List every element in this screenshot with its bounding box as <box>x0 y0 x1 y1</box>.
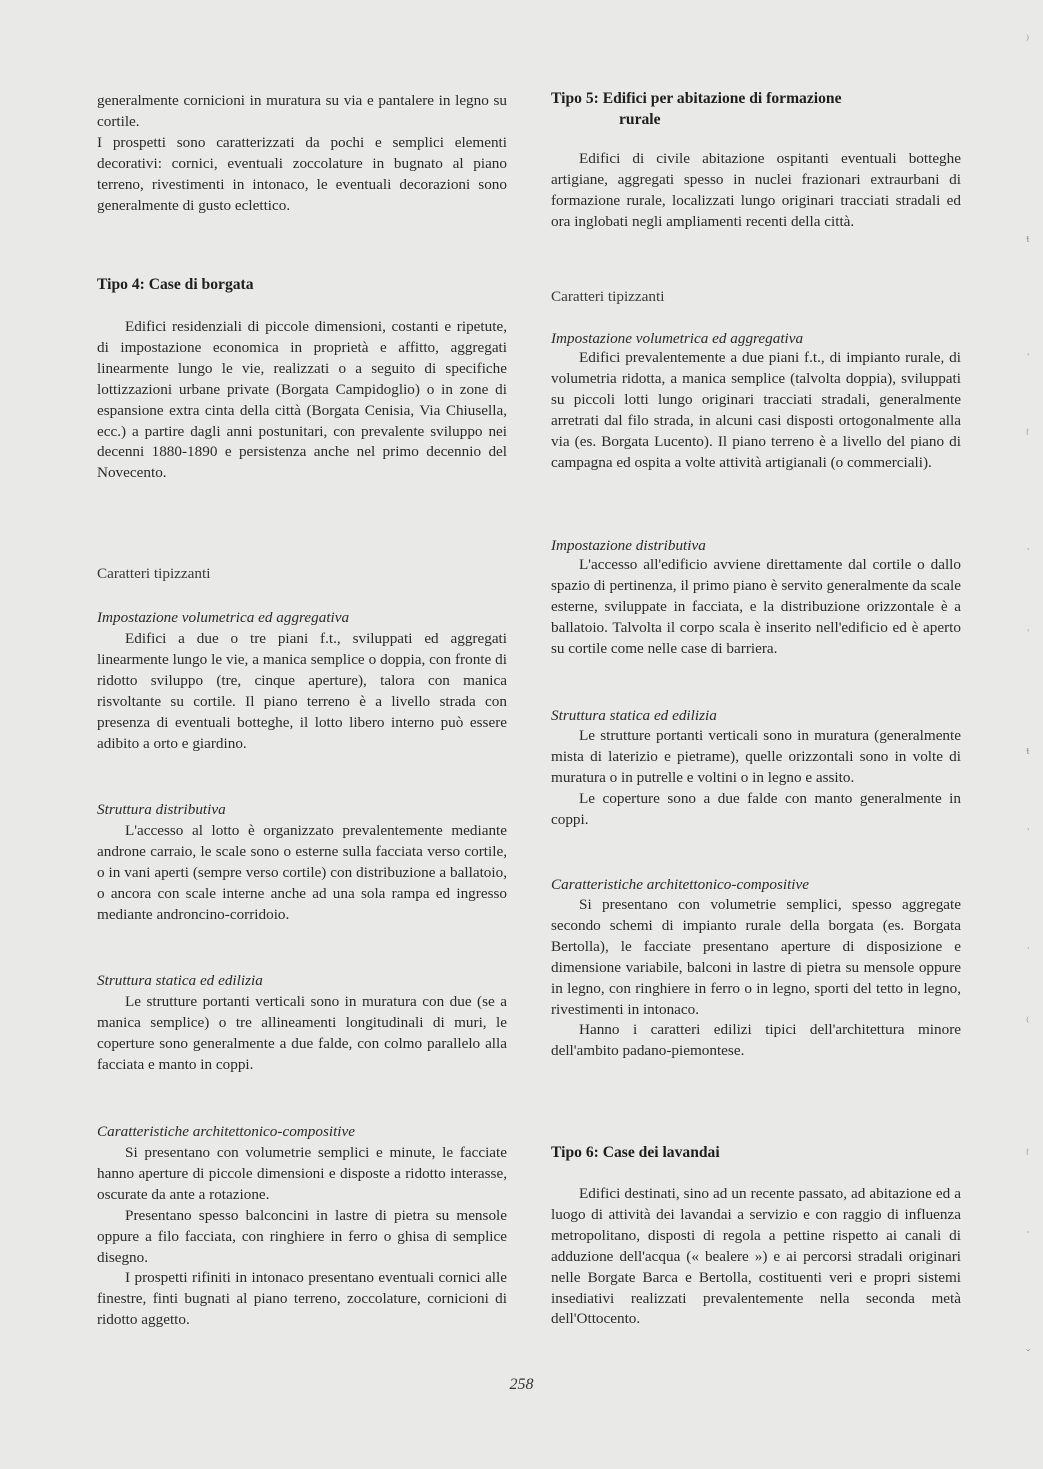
tipo4-statica-block <box>97 992 507 1076</box>
page-number: 258 <box>509 1376 534 1393</box>
tipo5-statica-title: Struttura statica ed edilizia <box>551 707 717 724</box>
scan-mark: ʾ <box>1026 350 1031 365</box>
tipo4-volumetrica-title: Impostazione volumetrica ed aggregativa <box>97 609 350 626</box>
tipo4-distributiva-title: Struttura distributiva <box>97 801 226 818</box>
tipo4-distributiva-block <box>97 821 507 926</box>
tipo5-volumetrica-block <box>551 348 961 473</box>
tipo4-caratteri-label: Caratteri tipizzanti <box>97 565 211 582</box>
tipo5-compositive-title: Caratteristiche architettonico-compositive <box>551 876 809 893</box>
intro-block <box>97 91 507 216</box>
tipo4-statica-title: Struttura statica ed edilizia <box>97 972 263 989</box>
tipo5-statica-paragraph-1: Le strutture portanti verticali sono in muratura (generalmente mista di laterizio e pietrame), quelle orizzontali sono in volte di muratura o in putrelle e voltini o in legno e assito. <box>551 727 961 786</box>
scan-mark: ʾ <box>1026 626 1031 641</box>
scan-mark: ˈ <box>1026 1228 1031 1243</box>
tipo5-statica-block <box>551 726 961 831</box>
tipo5-body-block <box>551 149 961 233</box>
tipo5-distributiva-block <box>551 555 961 660</box>
tipo6-body-block <box>551 1184 961 1330</box>
tipo4-compositive-title: Caratteristiche architettonico-compositive <box>97 1123 355 1140</box>
tipo4-heading: Tipo 4: Case di borgata <box>97 276 254 293</box>
scan-mark: ⁽ <box>1026 1014 1030 1029</box>
scan-mark: ˈ <box>1026 545 1031 560</box>
scan-mark: ᶠ <box>1026 1146 1029 1161</box>
tipo5-compositive-block <box>551 895 961 1062</box>
scan-mark: ʾ <box>1026 825 1031 840</box>
tipo4-volumetrica-block <box>97 629 507 754</box>
tipo5-heading-line-1: Tipo 5: Edifici per abitazione di formazione <box>551 90 842 107</box>
tipo5-body: Edifici di civile abitazione ospitanti eventuali botteghe artigiane, aggregati spesso in nuclei frazionari extraurbani di formazione rurale, localizzati lungo originari tracciati stradali ed ora inglobati negli ampliamenti recenti della città. <box>551 150 961 230</box>
scan-mark: ˈ <box>1026 944 1031 959</box>
scan-mark: ˇ <box>1026 1346 1031 1361</box>
tipo5-compositive-paragraph-2: Hanno i caratteri edilizi tipici dell'architettura minore dell'ambito padano-piemontese. <box>551 1021 961 1060</box>
scan-mark: ⁾ <box>1026 32 1030 47</box>
scan-mark: ᵼ <box>1026 230 1030 245</box>
tipo5-caratteri-label: Caratteri tipizzanti <box>551 288 665 305</box>
tipo6-heading: Tipo 6: Case dei lavandai <box>551 1144 720 1161</box>
tipo4-statica-body: Le strutture portanti verticali sono in muratura con due (se a manica semplice) o tre allineamenti longitudinali di muri, le coperture sono generalmente a due falde, con colmo parallelo alla facciata e manto in coppi. <box>97 993 507 1073</box>
tipo4-compositive-block <box>97 1143 507 1331</box>
tipo5-volumetrica-body: Edifici prevalentemente a due piani f.t., di impianto rurale, di volumetria ridotta, a manica semplice (talvolta doppia), sviluppati su piccoli lotti lungo originari tracciati stradali, generalmente arretrati dal filo strada, in alcuni casi disposti ortogonalmente alla via (es. Borgata Lucento). Il piano terreno è a livello del piano di campagna ed ospita a volte attività artigianali (o commerciali). <box>551 349 961 471</box>
intro-paragraph-2: I prospetti sono caratterizzati da pochi e semplici elementi decorativi: cornici, eventuali zoccolature in bugnato al piano terreno, rivestimenti in intonaco, le eventuali decorazioni sono generalmente di gusto eclettico. <box>97 133 507 214</box>
tipo5-statica-paragraph-2: Le coperture sono a due falde con manto generalmente in coppi. <box>551 789 961 828</box>
intro-paragraph-1: generalmente cornicioni in muratura su via e pantalere in legno su cortile. <box>97 92 507 130</box>
scan-mark: ᶠ <box>1026 426 1029 441</box>
tipo4-body-block <box>97 317 507 484</box>
tipo5-heading <box>551 89 842 131</box>
tipo5-heading-line-2: rurale <box>619 110 661 128</box>
tipo4-body: Edifici residenziali di piccole dimensioni, costanti e ripetute, di impostazione economica in proprietà e affitto, aggregati linearmente lungo le vie, realizzati o a seguito di specifiche lottizzazioni urbane private (Borgata Campidoglio) o in zone di espansione extra cinta della città (Borgata Cenisia, Via Chiusella, ecc.) a partire dagli anni postunitari, con prevalente sviluppo nei decenni 1880-1890 e persistenza anche nel primo decennio del Novecento. <box>97 318 507 482</box>
tipo4-compositive-paragraph-1: Si presentano con volumetrie semplici e minute, le facciate hanno aperture di piccole dimensioni e disposte a ridotto interasse, oscurate da ante a rotazione. <box>97 1144 507 1203</box>
tipo4-compositive-paragraph-2: Presentano spesso balconcini in lastre di pietra su mensole oppure a filo facciata, con ringhiere in ferro o ghisa di semplice disegno. <box>97 1206 507 1266</box>
tipo4-volumetrica-body: Edifici a due o tre piani f.t., sviluppati ed aggregati linearmente lungo le vie, a manica semplice o doppia, con fronte di ridotto sviluppo (tre, cinque aperture), talora con manica risvoltante su cortile. Il piano terreno è a livello strada con presenza di eventuali botteghe, il lotto libero interno può essere adibito a orto e giardino. <box>97 630 507 752</box>
tipo4-distributiva-body: L'accesso al lotto è organizzato prevalentemente mediante androne carraio, le scale sono o esterne sulla facciata verso cortile, o in vani aperti (sempre verso cortile) con distribuzione a ballatoio, o ancora con scale interne anche ad una sola rampa ed ingresso mediante androncino-corridoio. <box>97 822 507 923</box>
tipo4-compositive-paragraph-3: I prospetti rifiniti in intonaco presentano eventuali cornici alle finestre, finti bugnati al piano terreno, zoccolature, cornicioni di ridotto aggetto. <box>97 1269 507 1329</box>
tipo5-volumetrica-title: Impostazione volumetrica ed aggregativa <box>551 330 804 347</box>
scan-mark: ᵼ <box>1026 742 1030 757</box>
tipo5-distributiva-body: L'accesso all'edificio avviene direttamente dal cortile o dallo spazio di pertinenza, il primo piano è servito generalmente da scale esterne, sviluppate in facciata, e la distribuzione orizzontale è a ballatoio. Talvolta il corpo scala è inserito nell'edificio ed è aperto su cortile come nelle case di barriera. <box>551 556 961 657</box>
tipo6-body: Edifici destinati, sino ad un recente passato, ad abitazione ed a luogo di attività dei lavandai a servizio e con raggio di influenza metropolitano, disposti di regola a pettine rispetto ai canali di adduzione dell'acqua (« bealere ») e ai percorsi stradali originari nelle Borgate Barca e Bertolla, costituenti veri e propri sistemi insediativi realizzati prevalentemente nella seconda metà dell'Ottocento. <box>551 1185 961 1328</box>
tipo5-compositive-paragraph-1: Si presentano con volumetrie semplici, spesso aggregate secondo schemi di impianto rurale della borgata (es. Borgata Bertolla), le facciate presentano aperture di disposizione e dimensione variabile, balconi in lastre di pietra su mensole oppure in legno, con ringhiere in ferro o in legno, sporti del tetto in legno, rivestimenti in intonaco. <box>551 896 961 1018</box>
tipo5-distributiva-title: Impostazione distributiva <box>551 537 706 554</box>
